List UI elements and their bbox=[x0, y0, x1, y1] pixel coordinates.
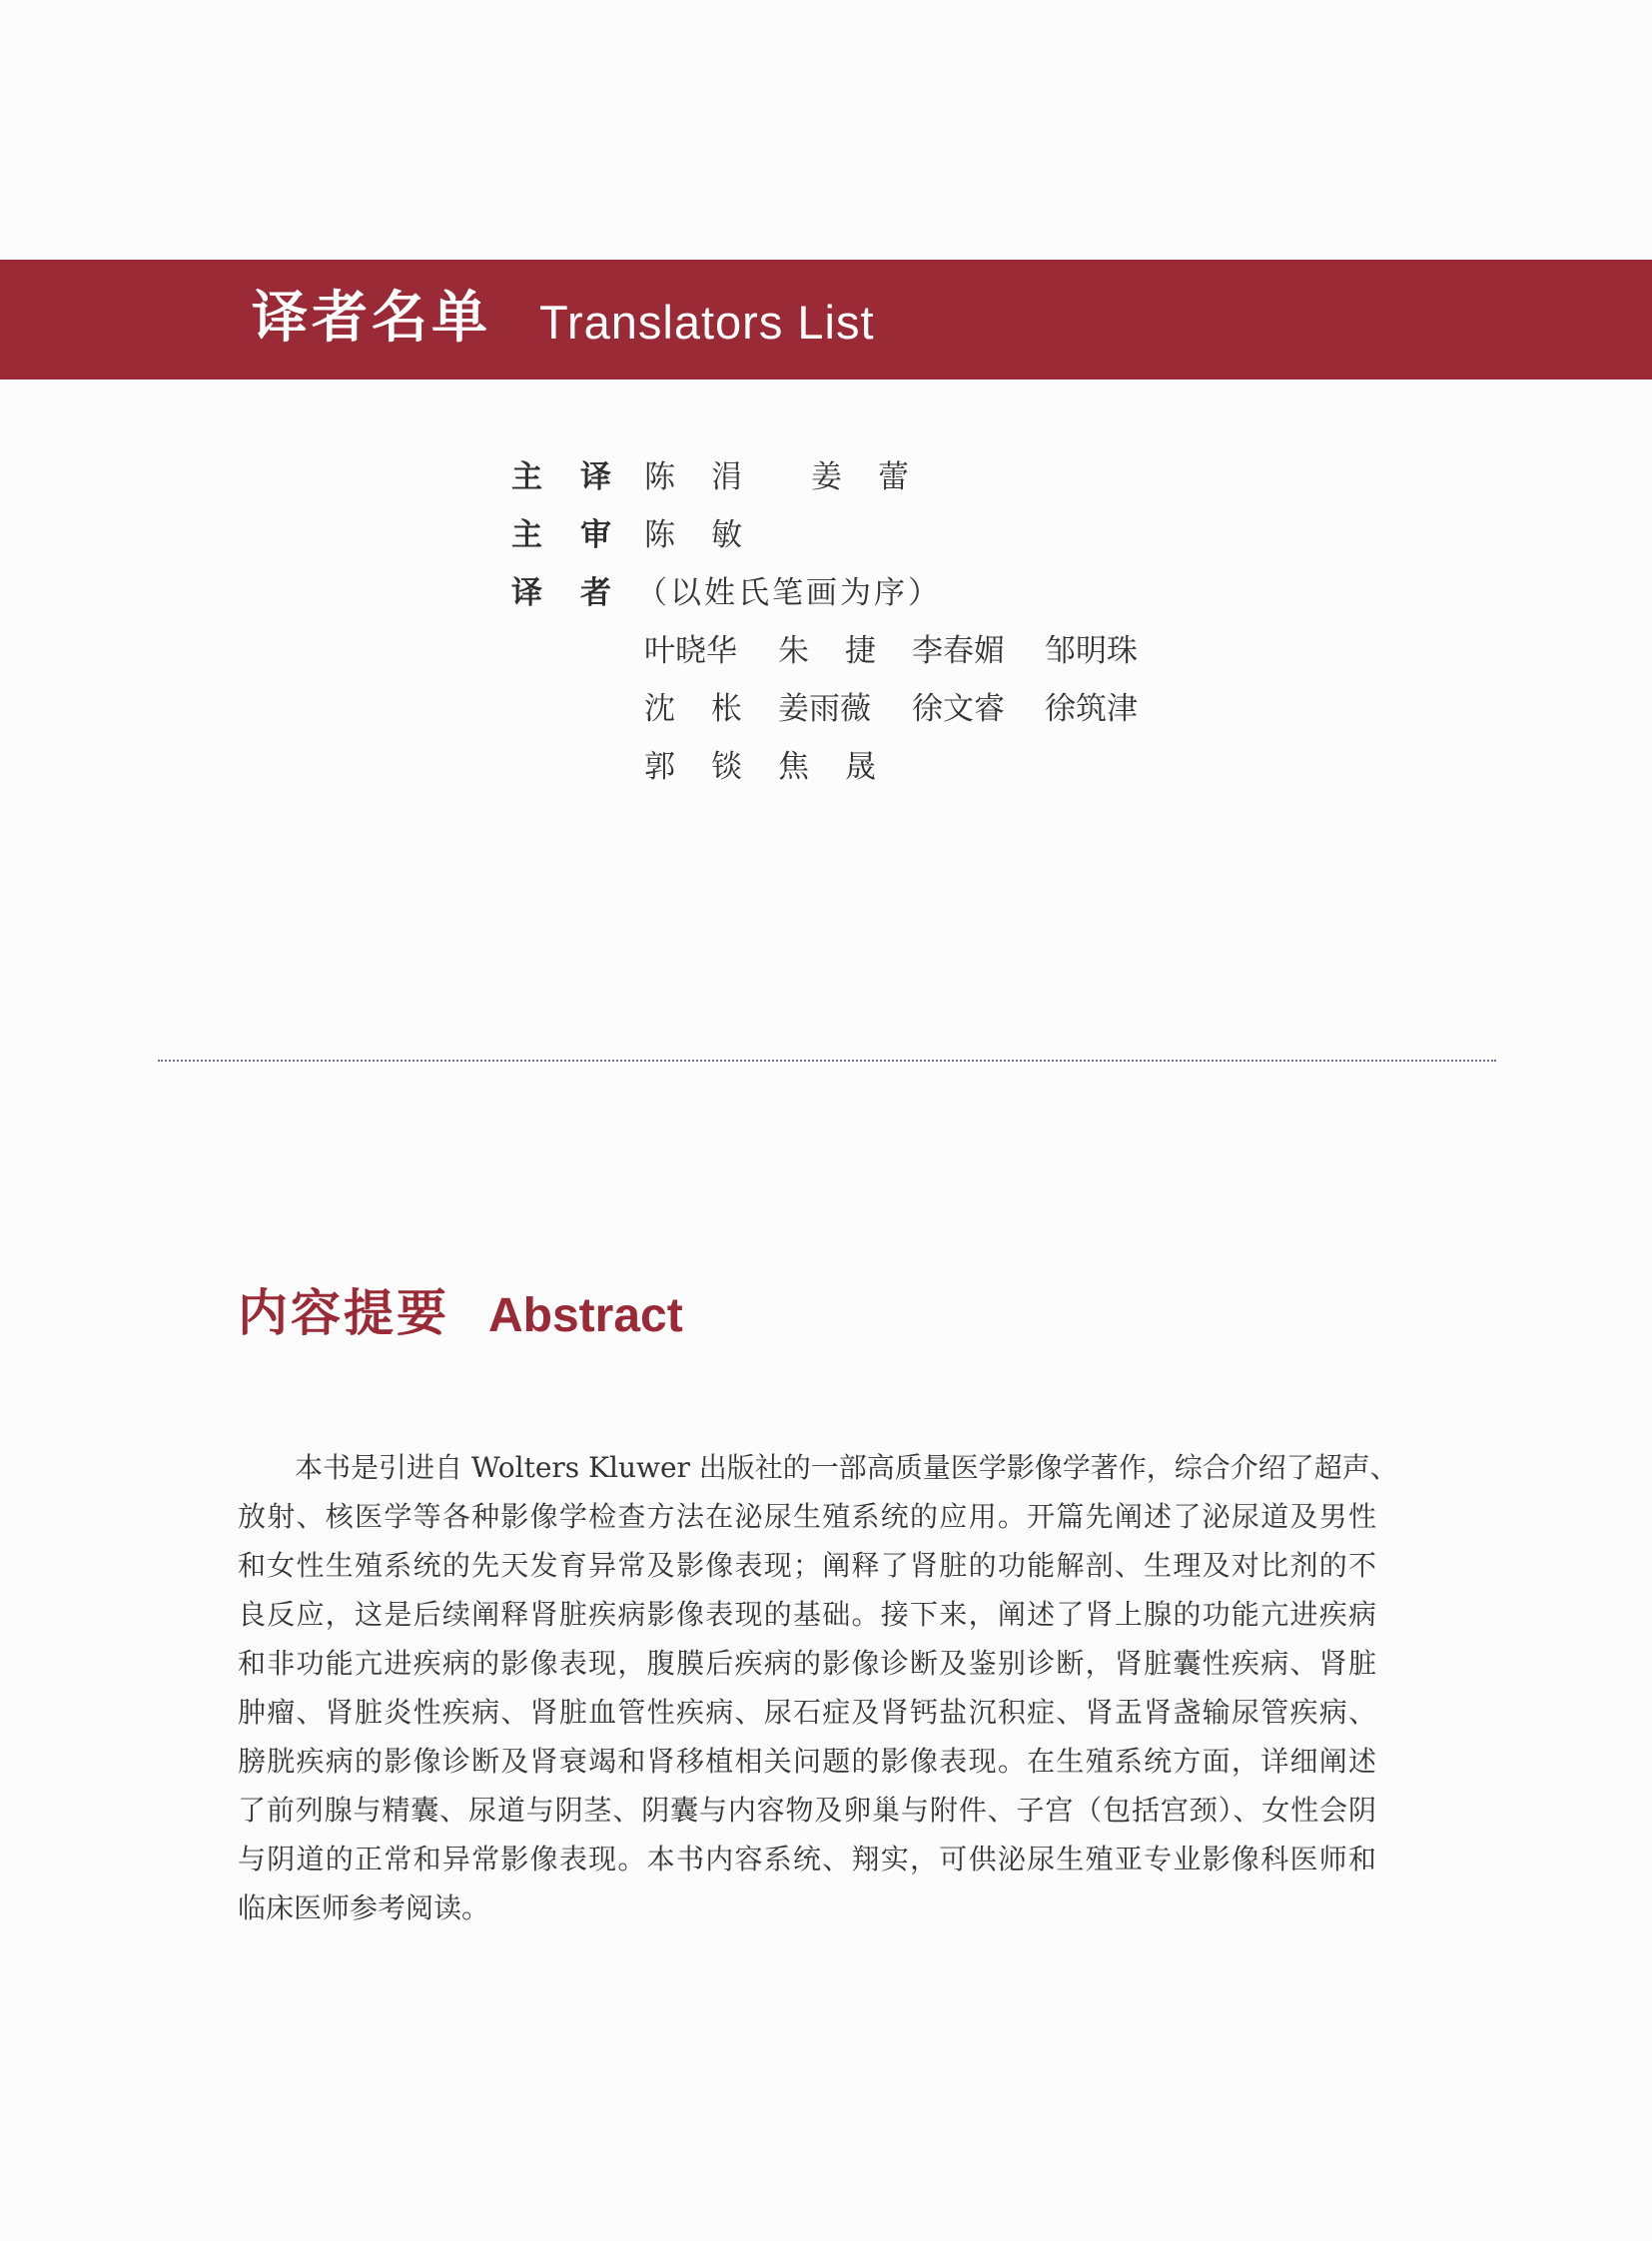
translator-name: 叶晓华 bbox=[644, 633, 737, 669]
role-char: 译 bbox=[580, 459, 611, 495]
abstract-line: 了前列腺与精囊、尿道与阴茎、阴囊与内容物及卵巢与附件、子宫（包括宫颈）、女性会阴 bbox=[238, 1794, 1376, 1827]
abstract-line: 和非功能亢进疾病的影像表现，腹膜后疾病的影像诊断及鉴别诊断，肾脏囊性疾病、肾脏 bbox=[238, 1647, 1376, 1680]
abstract-title-en: Abstract bbox=[488, 1289, 683, 1342]
name-char: 晟 bbox=[845, 749, 876, 785]
role-char: 主 bbox=[511, 459, 542, 495]
abstract-line: 膀胱疾病的影像诊断及肾衰竭和肾移植相关问题的影像表现。在生殖系统方面，详细阐述 bbox=[238, 1745, 1376, 1778]
translator-name: 姜雨薇 bbox=[778, 691, 871, 727]
translator-name: 邹明珠 bbox=[1045, 633, 1138, 669]
section-divider bbox=[158, 1060, 1496, 1062]
abstract-line: 肿瘤、肾脏炎性疾病、肾脏血管性疾病、尿石症及肾钙盐沉积症、肾盂肾盏输尿管疾病、 bbox=[238, 1696, 1376, 1729]
abstract-line: 和女性生殖系统的先天发育异常及影像表现；阐释了肾脏的功能解剖、生理及对比剂的不 bbox=[238, 1549, 1376, 1582]
page-title-cn: 译者名单 bbox=[252, 285, 491, 351]
role-translators bbox=[511, 573, 611, 613]
name-char: 蕾 bbox=[878, 459, 909, 495]
role-char: 译 bbox=[511, 575, 542, 611]
role-char: 审 bbox=[580, 517, 611, 553]
abstract-line: 本书是引进自 Wolters Kluwer 出版社的一部高质量医学影像学著作，综合介绍了超声、 bbox=[295, 1451, 1398, 1484]
name-char: 郭 bbox=[644, 749, 675, 785]
name-char: 姜 bbox=[811, 459, 842, 495]
name-char: 朱 bbox=[778, 633, 809, 669]
translator-name: 徐筑津 bbox=[1045, 691, 1138, 727]
abstract-line: 与阴道的正常和异常影像表现。本书内容系统、翔实，可供泌尿生殖亚专业影像科医师和 bbox=[238, 1843, 1376, 1875]
role-char: 主 bbox=[511, 517, 542, 553]
role-char: 者 bbox=[580, 575, 611, 611]
abstract-title-cn: 内容提要 bbox=[238, 1283, 449, 1342]
role-chief-reviewer bbox=[511, 515, 611, 555]
name-char: 焦 bbox=[778, 749, 809, 785]
name-char: 捷 bbox=[845, 633, 876, 669]
role-chief-translators bbox=[511, 457, 611, 497]
translator-name: 李春媚 bbox=[912, 633, 1005, 669]
name-char: 锬 bbox=[711, 749, 742, 785]
ordering-note: （以姓氏笔画为序） bbox=[636, 575, 942, 611]
name-char: 涓 bbox=[711, 459, 742, 495]
name-char: 陈 bbox=[644, 517, 675, 553]
page-title-en: Translators List bbox=[539, 296, 875, 349]
name-char: 枨 bbox=[711, 691, 742, 727]
name-char: 敏 bbox=[711, 517, 742, 553]
name-char: 沈 bbox=[644, 691, 675, 727]
abstract-line: 良反应，这是后续阐释肾脏疾病影像表现的基础。接下来，阐述了肾上腺的功能亢进疾病 bbox=[238, 1598, 1376, 1631]
abstract-line: 放射、核医学等各种影像学检查方法在泌尿生殖系统的应用。开篇先阐述了泌尿道及男性 bbox=[238, 1500, 1376, 1533]
abstract-line: 临床医师参考阅读。 bbox=[238, 1891, 490, 1924]
translator-name: 徐文睿 bbox=[912, 691, 1005, 727]
name-char: 陈 bbox=[644, 459, 675, 495]
